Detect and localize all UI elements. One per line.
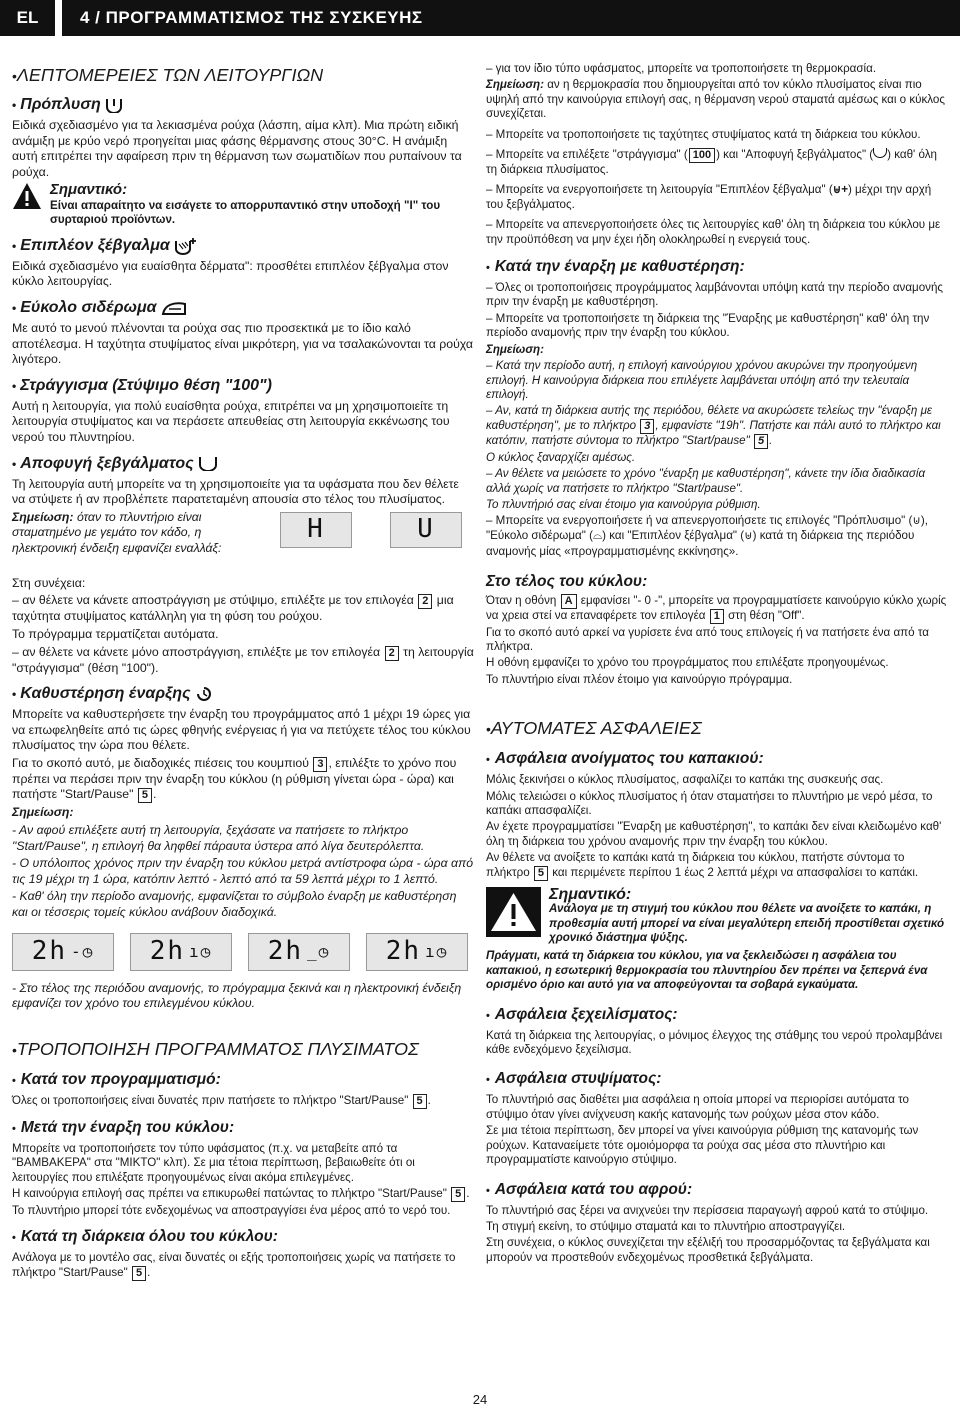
- dm-3: – Κατά την περίοδο αυτή, η επιλογή καινούργιου χρόνου ακυρώνει την προηγούμενη επιλογή. Η καινούργια διάρκεια που επιλέγετε λαμβάνεται υπόψη από την τελευταία επιλογή.: [486, 359, 918, 401]
- spin-heading: • Ασφάλεια στυψίματος:: [486, 1070, 662, 1088]
- iron-icon: ⌓: [592, 528, 603, 542]
- important-text-2: Πράγματι, κατά τη διάρκεια του κύκλου, για να ξεκλειδώσει η ασφάλεια του καπακιού, η εσωτερική θερμοκρασία του πλυντηρίου δεν πρέπει να ξεπερνά ένα ορισμένο όριο και αυτό για να αποφεύγονται τα σοβαρά εγκαύματα.: [486, 949, 928, 992]
- slot-icon: I: [409, 198, 413, 212]
- lid-4: Αν θέλετε να ανοίξετε το καπάκι κατά τη διάρκεια του κύκλου, πατήστε σύντομα το πλήκτρο 5 και περιμένετε περίπου 1 έως 2 λεπτά μέχρι να απασφαλίσει το καπάκι.: [486, 851, 919, 879]
- r-item-2: Σημείωση: αν η θερμοκρασία που δημιουργείται από τον κύκλο πλυσίματος είναι πιο υψηλή από την καινούργια επιλογή σας, η θέρμανση νερού σταματά αμέσως και ο κύκλος συνεχίζεται.: [486, 78, 945, 121]
- delay-mod-heading: • Κατά την έναρξη με καθυστέρηση:: [486, 258, 745, 276]
- important-title: Σημαντικό:: [549, 885, 632, 903]
- spin-1: Το πλυντήριό σας διαθέτει μια ασφάλεια η οποία μπορεί να περιορίσει αυτόματα το στύψιμο όταν γίνει ανίχνευση κακής κατανομής των ρούχων μέσα στον κάδο.: [486, 1093, 909, 1121]
- dm-1: – Όλες οι τροποποιήσεις προγράμματος λαμβάνονται υπόψη κατά την περίοδο αναμονής πριν την έναρξη με καθυστέρηση.: [486, 281, 943, 309]
- button-5-key: 5: [451, 1187, 465, 1202]
- button-5-key: 5: [534, 866, 548, 881]
- button-5-key: 5: [132, 1266, 146, 1281]
- page-header: [0, 0, 960, 36]
- foam-heading: • Ασφάλεια κατά του αφρού:: [486, 1180, 693, 1198]
- dm-note: Σημείωση:: [486, 342, 544, 356]
- extra-rinse-icon: ⊎: [744, 528, 753, 542]
- delay-text: Μπορείτε να καθυστερήσετε την έναρξη του προγράμματος από 1 μέχρι 19 ώρες για να επωφεληθείτε από τις ώρες φθηνής ενέργειας ή για να πετύχετε τέλος του κύκλου πλυσίματος την ώρα που θέλετε.: [12, 707, 471, 753]
- button-3-key: 3: [640, 419, 654, 434]
- selector-2-key: 2: [385, 646, 399, 661]
- section-title: 4 / ΠΡΟΓΡΑΜΜΑΤΙΣΜΟΣ ΤΗΣ ΣΥΣΚΕΥΗΣ: [62, 0, 960, 36]
- drain-100-key: 100: [689, 148, 715, 163]
- dm-2: – Μπορείτε να τροποποιήσετε τη διάρκεια της "Έναρξης με καθυστέρηση" καθ' όλη την περίοδο αναμονής πριν την έναρξη του κύκλου.: [486, 311, 930, 340]
- button-5-key: 5: [413, 1094, 427, 1109]
- important-text: Είναι απαραίτητο να εισάγετε το απορρυπαντικό στην υποδοχή "I" του συρταριού προϊόντων.: [50, 198, 441, 227]
- no-spin-heading: • Αποφυγή ξεβγάλματος: [12, 454, 474, 474]
- delay-note-label: Σημείωση:: [12, 805, 74, 820]
- language-tab: EL: [0, 0, 55, 36]
- lid-heading: • Ασφάλεια ανοίγματος του καπακιού:: [486, 750, 764, 768]
- dm-4: – Αν, κατά τη διάρκεια αυτής της περιόδου, θέλετε να ακυρώσετε τελείως την "έναρξη με καθυστέρηση", με το πλήκτρο 3 , εμφανίστε "19h". Πατήστε και πάλι αυτό το πλήκτρο και κατόπιν, πατήστε σύντομα το πλήκτρο "Start/pause" 5 .: [486, 404, 941, 447]
- prewash-text: Ειδικά σχεδιασμένο για τα λεκιασμένα ρούχα (λάσπη, αίμα κλπ). Μια πρώτη ειδική ανάμιξη με κρύο νερό προηγείται μιας φάσης θέρμανσης στους 30°C. Η ανάμιξη αυτή επιτρέπει την αφαίρεση πριν τη θέρμανση των σωματιδίων που ρυπαίνουν τα ρούχα.: [12, 118, 462, 179]
- lcd-delay-2: 2h ı◷: [130, 933, 232, 971]
- drain-heading: • Στράγγισμα (Στύψιμο θέση "100"): [12, 376, 272, 394]
- delay-note-3: - Καθ' όλη την περίοδο αναμονής, εμφανίζεται το σύμβολο έναρξη με καθυστέρηση και οι τέσσερις τομείς κύκλου ανάβουν διαδοχικά.: [12, 889, 457, 920]
- whole-cycle-heading: • Κατά τη διάρκεια όλου του κύκλου:: [12, 1228, 278, 1246]
- page-number: 24: [472, 1392, 488, 1407]
- r-item-4: – Μπορείτε να επιλέξετε "στράγγισμα" ( 100 ) και "Αποφυγή ξεβγάλματος" ( ) καθ' όλη τη διάρκεια πλυσίματος.: [486, 148, 937, 177]
- dm-9: αναμονής μίας «προγραμματισμένης εκκίνησης».: [486, 545, 739, 559]
- delay-lcd-row: [12, 933, 474, 971]
- lcd-display-h: H: [280, 512, 352, 548]
- button-5-key: 5: [138, 788, 152, 803]
- modify-heading: •ΤΡΟΠΟΠΟΙΗΣΗ ΠΡΟΓΡΑΜΜΑΤΟΣ ΠΛΥΣΙΜΑΤΟΣ: [12, 1038, 419, 1059]
- lid-2: Μόλις τελειώσει ο κύκλος πλυσίματος ή όταν σταματήσει το πλυντήριο με νερό μέσα, το καπάκι απασφαλίζει.: [486, 789, 933, 817]
- left-column: [12, 58, 474, 1283]
- then-item-3: – αν θέλετε να κάνετε μόνο αποστράγγιση, επιλέξτε με τον επιλογέα 2 τη λειτουργία "στράγγισμα" (θέση "100").: [12, 644, 474, 675]
- extra-rinse-heading: • Επιπλέον ξέβγαλμα: [12, 236, 474, 256]
- spin-2: Σε μια τέτοια περίπτωση, δεν μπορεί να γίνει καινούργια ρύθμιση της κατανομής των ρούχων. Καταναείμετε τότε ομοιόμορφα τα ρούχα σας μέσα στο πλυντήριο και προγραμματίστε καινούργιο στύψιμο.: [486, 1124, 919, 1167]
- important-text: Ανάλογα με τη στιγμή του κύκλου που θέλετε να ανοίξετε το καπάκι, η προθεσμία αυτή μπορεί να είναι μεγαλύτερη επειδή προστίθεται σχετικό χρονικό διάστημα ψύξης.: [549, 902, 945, 945]
- lcd-delay-3: 2h _◷: [248, 933, 350, 971]
- extra-rinse-text: Ειδικά σχεδιασμένο για ευαίσθητα δέρματα": προσθέτει επιπλέον ξέβγαλμα στον κύκλο λειτουργίας.: [12, 258, 449, 289]
- warning-icon: [486, 887, 541, 937]
- dm-6: – Αν θέλετε να μειώσετε το χρόνο "έναρξη με καθυστέρηση", κάνετε την ίδια διαδικασία αλλά χωρίς να πατήσετε το πλήκτρο "Start/pause".: [486, 467, 926, 495]
- delay-note-2: - Ο υπόλοιπος χρόνος πριν την έναρξη του κύκλου μετρά αντίστροφα ώρα - ώρα από τις 19 μέχρι τη 1 ώρα, κατόπιν λεπτό - λεπτό από τα 59 λεπτά μέχρι το 1 λεπτό.: [12, 856, 474, 886]
- safety-heading: •ΑΥΤΟΜΑΤΕΣ ΑΣΦΑΛΕΙΕΣ: [486, 718, 702, 739]
- important-title: Σημαντικό:: [50, 181, 128, 199]
- prewash-icon: ⊍: [912, 514, 921, 528]
- display-a-key: A: [561, 594, 577, 609]
- button-3-key: 3: [313, 757, 327, 772]
- warning-icon: [12, 182, 42, 210]
- dm-7: Το πλυντήριό σας είναι έτοιμο για καινούργια ρύθμιση.: [486, 497, 761, 511]
- prewash-heading: • Πρόπλυση: [12, 95, 474, 115]
- during-prog-text: Όλες οι τροποποιήσεις είναι δυνατές πριν πατήσετε το πλήκτρο "Start/Pause" 5 .: [12, 1093, 431, 1107]
- then-item-1: – αν θέλετε να κάνετε αποστράγγιση με στύψιμο, επιλέξτε με τον επιλογέα 2 μια ταχύτητα στυψίματος κατάλληλη για τη φύση του ρούχου.: [12, 593, 454, 624]
- note-label: Σημείωση:: [12, 509, 74, 524]
- no-spin-icon: [873, 148, 887, 158]
- note-block: [12, 510, 474, 576]
- no-spin-text: Τη λειτουργία αυτή μπορείτε να τη χρησιμοποιείτε για τα υφάσματα που δεν θέλετε να στύψετε ή αν προβλέπετε παρατεταμένη απουσία στο τέλος του πλυσίματος.: [12, 476, 459, 507]
- lid-3: Αν έχετε προγραμματίσει "Έναρξη με καθυστέρηση", το καπάκι δεν είναι κλειδωμένο καθ' όλη τη διάρκεια του χρόνου αναμονής πριν την έναρξη του κύκλου.: [486, 820, 942, 848]
- extra-rinse-icon: ⊎+: [832, 183, 848, 197]
- lid-warning: [486, 887, 948, 946]
- easy-iron-heading: • Εύκολο σιδέρωμα: [12, 298, 474, 318]
- after-start-text-2: Η καινούργια επιλογή σας πρέπει να επικυρωθεί πατώντας το πλήκτρο "Start/Pause" 5 .: [12, 1187, 470, 1201]
- prewash-warning: [12, 182, 474, 227]
- lcd-display-u: U: [390, 512, 462, 548]
- r-item-1: – για τον ίδιο τύπο υφάσματος, μπορείτε να τροποποιήσετε τη θερμοκρασία.: [486, 62, 877, 75]
- no-spin-icon: [198, 455, 218, 471]
- end-2: Για το σκοπό αυτό αρκεί να γυρίσετε ένα από τους επιλογείς ή να πατήσετε ένα από τα πλήκτρα.: [486, 625, 929, 653]
- foam-2: Τη στιγμή εκείνη, το στύψιμο σταματά και το πλυντήριο αποστραγγίζει.: [486, 1219, 846, 1233]
- after-start-heading: • Μετά την έναρξη του κύκλου:: [12, 1118, 235, 1136]
- selector-2-key: 2: [418, 594, 432, 609]
- overflow-heading: • Ασφάλεια ξεχειλίσματος:: [486, 1005, 678, 1023]
- right-column: [486, 62, 948, 1267]
- end-heading: Στο τέλος του κύκλου:: [486, 572, 648, 590]
- whole-cycle-text: Ανάλογα με το μοντέλο σας, είναι δυνατές οι εξής τροποποιήσεις χωρίς να πατήσετε το πλήκτρο "Start/Pause" 5 .: [12, 1251, 456, 1279]
- extra-rinse-icon: [174, 237, 198, 255]
- iron-icon: [161, 300, 187, 316]
- then-label: Στη συνέχεια:: [12, 575, 86, 590]
- then-item-2: Το πρόγραμμα τερματίζεται αυτόματα.: [12, 626, 219, 641]
- delay-text-2: Για το σκοπό αυτό, με διαδοχικές πιέσεις του κουμπιού 3 , επιλέξτε το χρόνο που πρέπει να περάσει πριν την έναρξη του κύκλου (η ρύθμιση γίνεται ώρα - ώρα) και πατήστε "Start/Pause" 5 .: [12, 755, 457, 802]
- delay-heading: • Καθυστέρηση έναρξης: [12, 684, 474, 704]
- end-1: Όταν η οθόνη A εμφανίσει "- 0 -", μπορείτε να προγραμματίσετε καινούργιο κύκλο χωρίς να χρεια στεί να επαναφέρετε τον επιλογέα 1 στη θέση "Off".: [486, 593, 947, 622]
- easy-iron-text: Με αυτό το μενού πλένονται τα ρούχα σας πιο προσεκτικά με το ίδιο καλό αποτέλεσμα. Η ταχύτητα στυψίματος είναι μικρότερη, για να τσαλακώνονται τα ρούχα λιγότερο.: [12, 320, 474, 367]
- end-4: Το πλυντήριο είναι πλέον έτοιμο για καινούργιο πρόγραμμα.: [486, 672, 793, 686]
- during-prog-heading: • Κατά τον προγραμματισμό:: [12, 1070, 221, 1088]
- lcd-delay-1: 2h -◷: [12, 933, 114, 971]
- foam-3: Στη συνέχεια, ο κύκλος συνεχίζεται την εξέλιξή του προσαρμόζοντας τα ξεβγάλματα και μπορούν να προστεθούν ενδεχομένως προσθετικά ξεβγάλματα.: [486, 1236, 930, 1264]
- foam-1: Το πλυντήριό σας ξέρει να ανιχνεύει την περίσσεια παραγωγή αφρού κατά το στύψιμο.: [486, 1203, 929, 1217]
- r-item-3: – Μπορείτε να τροποποιήσετε τις ταχύτητες στυψίματος κατά τη διάρκεια του κύκλου.: [486, 127, 921, 141]
- delay-note-4: - Στο τέλος της περιόδου αναμονής, το πρόγραμμα ξεκινά και η ηλεκτρονική ένδειξη εμφανίζει τον χρόνο του επιλεγμένου κύκλου.: [12, 980, 462, 1011]
- r-item-5: – Μπορείτε να ενεργοποιήσετε τη λειτουργία "Επιπλέον ξέβγαλμα" (⊎+) μέχρι την αρχή του ξεβγάλματος.: [486, 183, 932, 211]
- lcd-delay-4: 2h ı◷: [366, 933, 468, 971]
- delay-note-1: - Αν αφού επιλέξετε αυτή τη λειτουργία, ξεχάσατε να πατήσετε το πλήκτρο "Start/Pause", η επιλογή θα ληφθεί πάραυτα ύστερα από λίγα δευτερόλεπτα.: [12, 823, 425, 853]
- prewash-icon: [105, 97, 123, 113]
- drain-text: Αυτή η λειτουργία, για πολύ ευαίσθητα ρούχα, επιτρέπει να μη χρησιμοποιείτε τη λειτουργία στυψίματος και να περάσετε απευθείας στη λειτουργία εκκένωσης του νερού του πλυντηρίου.: [12, 398, 450, 444]
- after-start-text-1: Μπορείτε να τροποποιήσετε τον τύπο υφάσματος (π.χ. να μεταβείτε από τα "ΒΑΜΒΑΚΕΡΑ" στα "ΜΙΚΤΟ" κλπ). Σε μια τέτοια περίπτωση, βεβαιωθείτε ότι οι λειτουργίες που επιλέξατε προηγουμένως είναι ακόμα επιλεγμένες.: [12, 1141, 415, 1184]
- note-text: όταν το πλυντήριο είναι σταματημένο με γεμάτο τον κάδο, η ηλεκτρονική ένδειξη εμφανίζει εναλλάξ:: [12, 509, 222, 555]
- dm-8: – Μπορείτε να ενεργοποιήσετε ή να απενεργοποιήσετε τις επιλογές "Πρόπλυσιμο" (⊍), "Εύκολο σιδέρωμα" (⌓) και "Επιπλέον ξέβγαλμα" (⊎) κατά τη διάρκεια της περιόδου: [486, 514, 928, 542]
- details-heading: •ΛΕΠΤΟΜΕΡΕΙΕΣ ΤΩΝ ΛΕΙΤΟΥΡΓΙΩΝ: [12, 65, 324, 85]
- selector-1-key: 1: [710, 609, 724, 624]
- r-item-6: – Μπορείτε να απενεργοποιήσετε όλες τις λειτουργίες καθ' όλη τη διάρκεια του κύκλου με την προϋπόθεση να μην έχει ήδη ολοκληρωθεί η ενεργειά τους.: [486, 218, 941, 246]
- lid-1: Μόλις ξεκινήσει ο κύκλος πλυσίματος, ασφαλίζει το καπάκι της συσκευής σας.: [486, 773, 884, 787]
- overflow-text: Κατά τη διάρκεια της λειτουργίας, ο μόνιμος έλεγχος της στάθμης του νερού προλαμβάνει κάθε ενδεχόμενο ξεχείλισμα.: [486, 1028, 943, 1057]
- delay-icon: [195, 685, 213, 703]
- after-start-text-3: Το πλυντήριο μπορεί τότε ενδεχομένως να αποστραγγίσει ένα μέρος από το νερό του.: [12, 1204, 451, 1218]
- dm-5: Ο κύκλος ξαναρχίζει αμέσως.: [486, 450, 636, 464]
- button-5-key: 5: [754, 434, 768, 449]
- end-3: Η οθόνη εμφανίζει το χρόνο του προγράμματος που επιλέξατε προηγουμένως.: [486, 656, 889, 670]
